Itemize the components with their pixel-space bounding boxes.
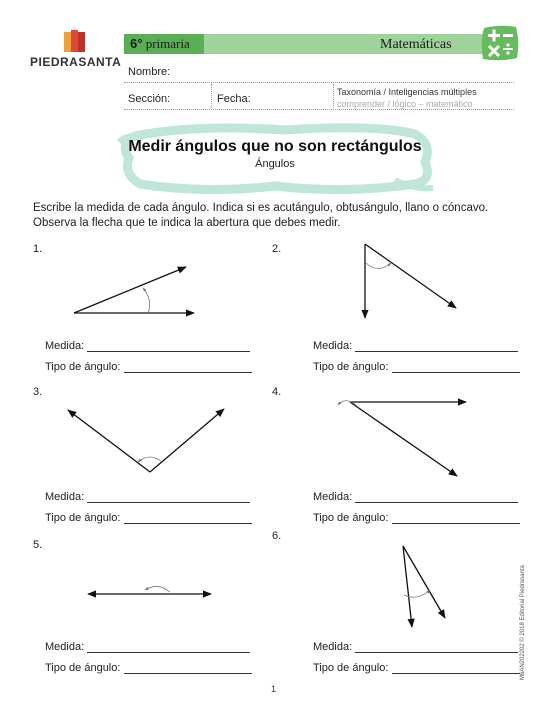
worksheet-title: Medir ángulos que no son rectángulos [128, 138, 422, 155]
measure-field[interactable]: Medida: [313, 641, 518, 653]
measure-field[interactable]: Medida: [313, 491, 518, 503]
taxonomy-title: Taxonomía / Inteligencias múltiples [337, 87, 477, 97]
page-number: 1 [271, 684, 277, 694]
brand-name: PIEDRASANTA [30, 55, 122, 69]
name-label: Nombre: [128, 66, 171, 78]
taxonomy-detail: comprender / lógico – matemático [337, 99, 473, 109]
subject-label: Matemáticas [380, 37, 452, 52]
exercise-number: 3. [33, 386, 43, 398]
angle-type-field[interactable]: Tipo de ángulo: [313, 512, 520, 524]
measure-field[interactable]: Medida: [45, 641, 250, 653]
angle-type-field[interactable]: Tipo de ángulo: [45, 361, 252, 373]
section-label: Sección: [128, 93, 171, 105]
copyright-note: M6AN202202 © 2018 Editorial Piedrasanta [520, 565, 526, 680]
date-label: Fecha: [217, 93, 251, 105]
exercise-number: 1. [33, 243, 43, 255]
instructions: Escribe la medida de cada ángulo. Indica si es acutángulo, obtusángulo, llano o cóncavo. Observa la flecha que te indica la abertura que debes medir. [33, 202, 489, 229]
measure-field[interactable]: Medida: [45, 491, 250, 503]
exercise-number: 5. [33, 539, 43, 551]
exercise-number: 4. [272, 386, 282, 398]
angle-type-field[interactable]: Tipo de ángulo: [313, 662, 520, 674]
grade-level: primaria [145, 36, 190, 51]
exercise-number: 2. [272, 243, 282, 255]
measure-field[interactable]: Medida: [313, 340, 518, 352]
measure-field[interactable]: Medida: [45, 340, 250, 352]
angle-type-field[interactable]: Tipo de ángulo: [45, 512, 252, 524]
exercise-number: 6. [272, 530, 282, 542]
angle-type-field[interactable]: Tipo de ángulo: [313, 361, 520, 373]
grade-number: 6° [130, 36, 143, 51]
worksheet-subtitle: Ángulos [255, 158, 295, 170]
angle-type-field[interactable]: Tipo de ángulo: [45, 662, 252, 674]
